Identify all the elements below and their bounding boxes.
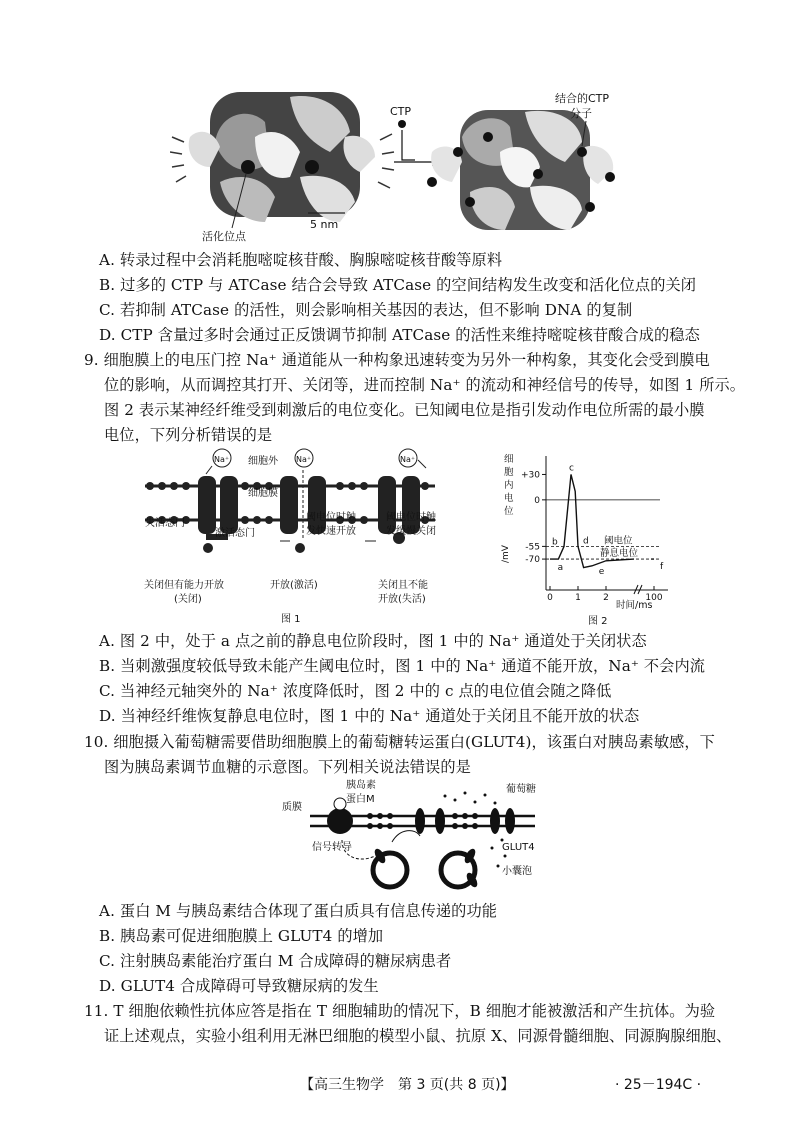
threshold-slow-label-2: 发缓慢关闭 xyxy=(386,526,436,537)
act-gate-label: 激活态门 xyxy=(215,528,255,539)
footer-code: · 25－194C · xyxy=(615,1077,702,1093)
fig1-caption: 图 1 xyxy=(281,614,301,625)
ctp-arrow xyxy=(402,130,415,160)
outside-label: 细胞外 xyxy=(248,456,278,467)
q10-stem-line-2: 图为胰岛素调节血糖的示意图。下列相关说法错误的是 xyxy=(104,758,471,776)
vesicle-2 xyxy=(441,847,479,889)
q9-option-c: C. 当神经元轴突外的 Na⁺ 浓度降低时，图 2 中的 c 点的电位值会随之降低 xyxy=(99,682,612,700)
atcase-inhibited-structure xyxy=(427,110,615,230)
q11-stem-line-1: 11. T 细胞依赖性抗体应答是指在 T 细胞辅助的情况下，B 细胞才能被激活和产生抗体。为验 xyxy=(84,1002,716,1020)
resting-label: 静息电位 xyxy=(600,548,639,560)
threshold-fast-label-1: 阈电位时触 xyxy=(306,512,356,523)
q9-option-a: A. 图 2 中，处于 a 点之前的静息电位阶段时，图 1 中的 Na⁺ 通道处于关闭状态 xyxy=(99,632,647,650)
channel-open xyxy=(280,449,326,553)
threshold-label: 阈电位 xyxy=(604,535,633,547)
state-closed-label-2: (关闭) xyxy=(174,594,202,605)
ylabel-char: 内 xyxy=(504,480,514,491)
q10-option-d: D. GLUT4 合成障碍可导致糖尿病的发生 xyxy=(99,977,379,995)
q9-stem-line-1: 9. 细胞膜上的电压门控 Na⁺ 通道能从一种构象迅速转变为另外一种构象，其变化会受到膜电 xyxy=(84,351,710,369)
q8-option-c: C. 若抑制 ATCase 的活性，则会影响相关基因的表达，但不影响 DNA 的复制 xyxy=(99,301,633,319)
inact-gate-label: 失活态门 xyxy=(145,518,185,529)
point-label-d: d xyxy=(583,536,589,547)
y-tick-label: +30 xyxy=(521,470,540,481)
threshold-fast-label-2: 发快速开放 xyxy=(306,526,356,537)
bound-ctp-label-1: 结合的CTP xyxy=(555,92,610,105)
ctp-dot xyxy=(398,120,406,128)
ylabel-char: 电 xyxy=(504,493,514,504)
bound-ctp-label-2: 分子 xyxy=(570,107,592,120)
na-channel-figure xyxy=(140,448,450,628)
x-tick-label: 2 xyxy=(603,593,609,603)
state-inact-label-1: 关闭且不能 xyxy=(378,580,428,591)
q11-stem-line-2: 证上述观点，实验小组利用无淋巴细胞的模型小鼠、抗原 X、同源骨髓细胞、同源胸腺细胞、 xyxy=(104,1027,732,1045)
point-label-a: a xyxy=(557,563,564,574)
protein-m-label: 蛋白M xyxy=(346,794,375,805)
chart-yunit: /mV xyxy=(501,545,511,563)
state-inact-label-2: 开放(失活) xyxy=(378,594,426,605)
glut4-label: GLUT4 xyxy=(502,842,535,853)
x-tick-label: 0 xyxy=(547,593,553,603)
na-ion-3: Na⁺ xyxy=(400,455,416,464)
q8-option-b: B. 过多的 CTP 与 ATCase 结合会导致 ATCase 的空间结构发生改变和活化位点的关闭 xyxy=(99,276,697,294)
point-label-c: c xyxy=(569,463,574,474)
scale-bar-label: 5 nm xyxy=(310,218,339,231)
active-site-label: 活化位点 xyxy=(202,230,246,243)
x-tick-label: 100 xyxy=(645,593,663,603)
insulin-figure xyxy=(280,778,550,898)
q10-option-b: B. 胰岛素可促进细胞膜上 GLUT4 的增加 xyxy=(99,927,384,945)
q9-stem-line-3: 图 2 表示某神经纤维受到刺激后的电位变化。已知阈电位是指引发动作电位所需的最小膜 xyxy=(104,401,705,419)
q10-stem-line-1: 10. 细胞摄入葡萄糖需要借助细胞膜上的葡萄糖转运蛋白(GLUT4)，该蛋白对胰岛素敏感，下 xyxy=(84,733,715,751)
q10-option-c: C. 注射胰岛素能治疗蛋白 M 合成障碍的糖尿病患者 xyxy=(99,952,452,970)
ylabel-char: 胞 xyxy=(504,467,514,478)
translocation-arrow xyxy=(392,831,420,842)
point-label-e: e xyxy=(598,567,605,578)
q10-option-a: A. 蛋白 M 与胰岛素结合体现了蛋白质具有信息传递的功能 xyxy=(99,902,498,920)
q9-option-d: D. 当神经纤维恢复静息电位时，图 1 中的 Na⁺ 通道处于关闭且不能开放的状态 xyxy=(99,707,640,725)
q8-option-d: D. CTP 含量过多时会通过正反馈调节抑制 ATCase 的活性来维持嘧啶核苷酸合成的稳态 xyxy=(99,326,700,344)
point-label-f: f xyxy=(660,562,664,573)
glucose-label: 葡萄糖 xyxy=(506,784,536,795)
state-closed-label-1: 关闭但有能力开放 xyxy=(144,580,224,591)
vesicle-label: 小囊泡 xyxy=(502,866,532,877)
na-ion-2: Na⁺ xyxy=(296,455,312,464)
q9-stem-line-4: 电位，下列分析错误的是 xyxy=(104,426,273,444)
insulin-label: 胰岛素 xyxy=(346,780,376,791)
ylabel-char: 位 xyxy=(504,506,514,517)
glut4-membrane xyxy=(415,808,515,834)
q9-option-b: B. 当刺激强度较低导致未能产生阈电位时，图 1 中的 Na⁺ 通道不能开放，Na⁺ 不会内流 xyxy=(99,657,706,675)
y-tick-label: -70 xyxy=(525,555,540,566)
atcase-figure xyxy=(170,82,640,247)
signal-label: 信号转导 xyxy=(312,842,352,853)
membrane-label: 质膜 xyxy=(282,802,302,813)
y-tick-label: 0 xyxy=(534,495,540,506)
y-tick-label: -55 xyxy=(525,542,540,553)
ylabel-char: 细 xyxy=(504,454,514,465)
fig2-caption: 图 2 xyxy=(588,616,608,627)
chart-xlabel: 时间/ms xyxy=(616,600,653,611)
action-potential-chart xyxy=(500,448,680,628)
membrane-label: 细胞膜 xyxy=(248,488,278,499)
y-ticks xyxy=(521,470,660,565)
ctp-label: CTP xyxy=(390,105,412,118)
q9-stem-line-2: 位的影响，从而调控其打开、关闭等，进而控制 Na⁺ 的流动和神经信号的传导，如图 1 所示。 xyxy=(104,376,746,394)
state-open-label: 开放(激活) xyxy=(270,580,318,591)
threshold-slow-label-1: 阈电位时触 xyxy=(386,512,436,523)
atcase-active-structure xyxy=(189,92,375,222)
chart-ylabel xyxy=(504,454,514,517)
na-ion-1: Na⁺ xyxy=(214,455,230,464)
vesicle-1 xyxy=(373,847,407,887)
q8-option-a: A. 转录过程中会消耗胞嘧啶核苷酸、胸腺嘧啶核苷酸等原料 xyxy=(99,251,503,269)
footer-page-info: 【高三生物学 第 3 页(共 8 页)】 xyxy=(300,1077,515,1093)
point-label-b: b xyxy=(552,537,558,548)
x-tick-label: 1 xyxy=(575,593,581,603)
